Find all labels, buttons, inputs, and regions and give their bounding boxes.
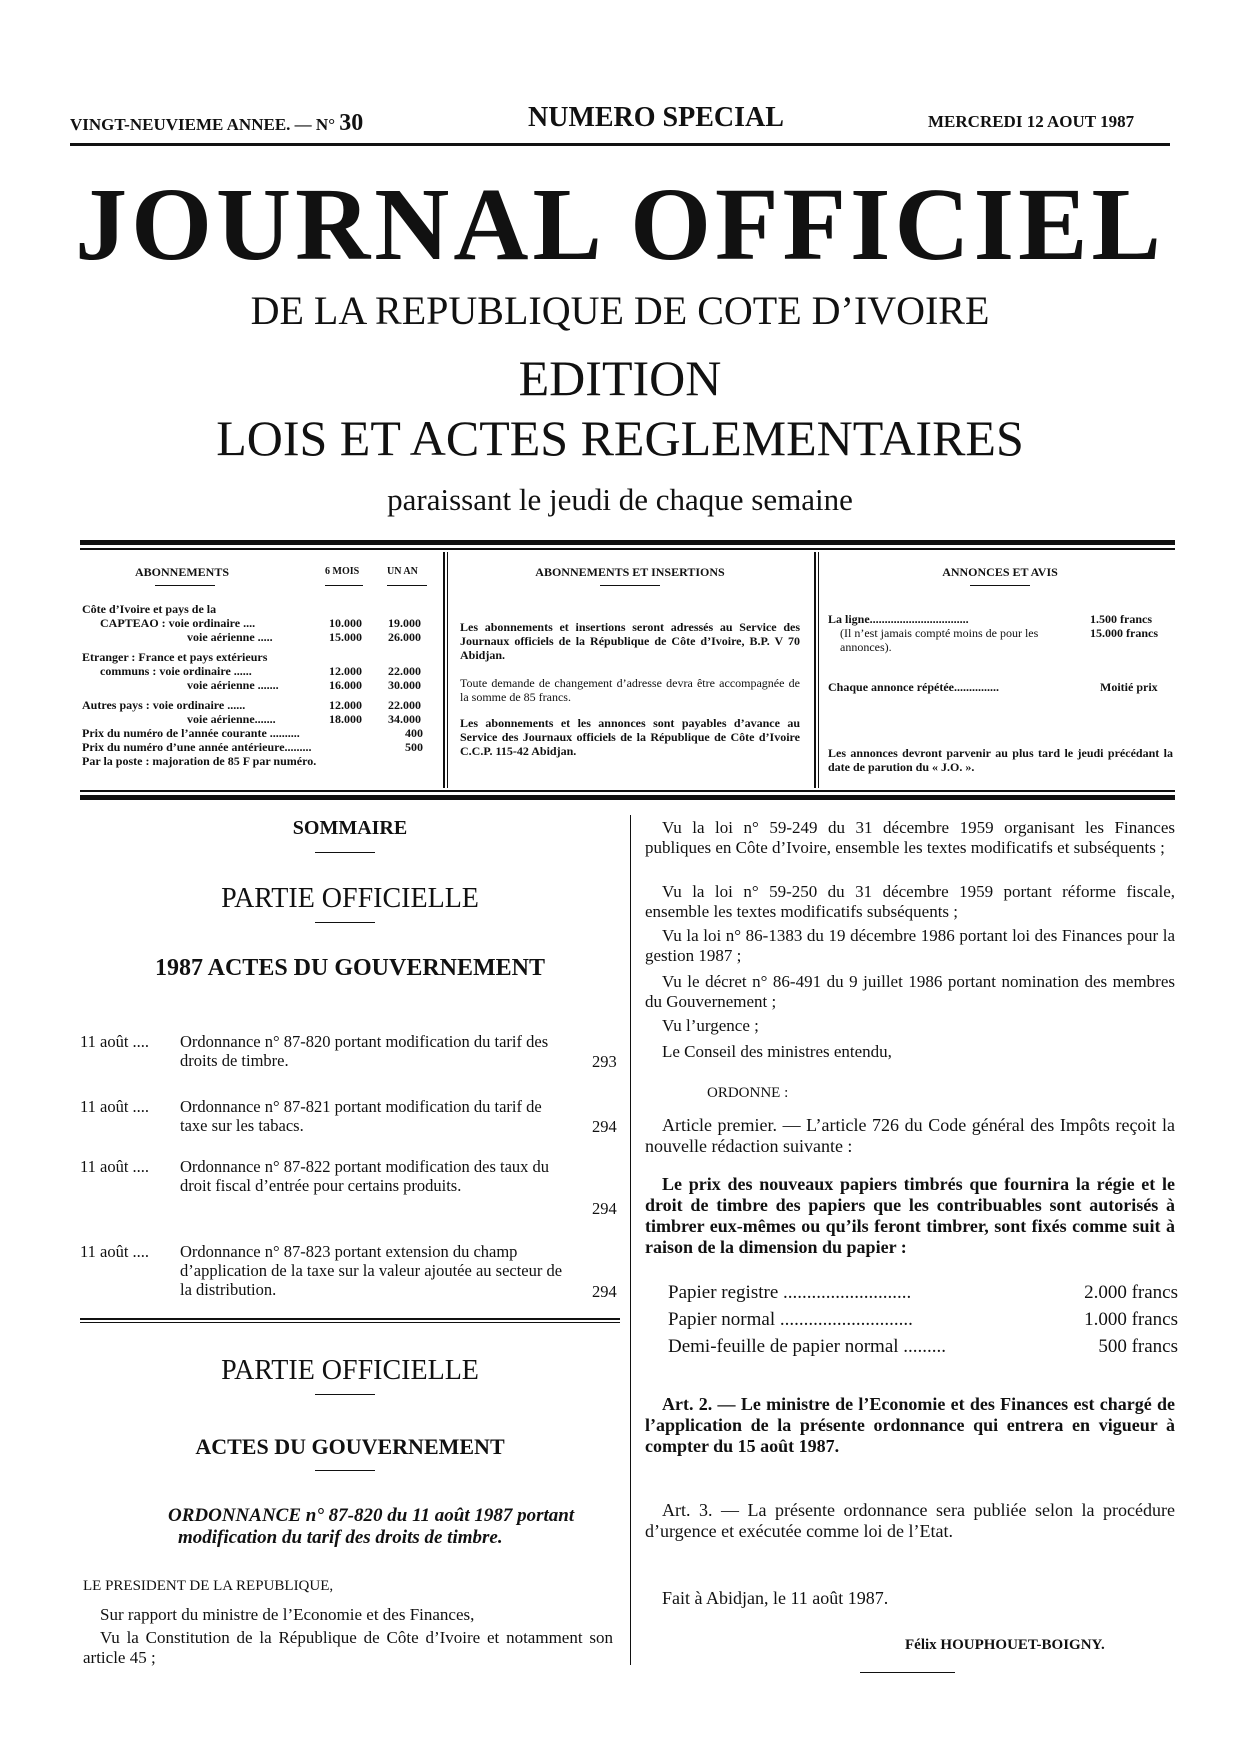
insertions-p2: Toute demande de changement d’adresse devra être accompagnée de la somme de 85 francs.: [460, 676, 800, 704]
autres-ord-6m: 12.000: [329, 698, 362, 712]
prix-courante-val: 400: [405, 726, 423, 740]
toc-text: Ordonnance n° 87-822 portant modification des taux du droit fiscal d’entrée pour certains produits.: [180, 1157, 550, 1195]
price-value: 1.000 francs: [1084, 1309, 1178, 1330]
constitution: Vu la Constitution de la République de Côte d’Ivoire et notamment son article 45 ;: [83, 1628, 613, 1667]
autres-ord-1y: 22.000: [388, 698, 421, 712]
capteao-air: voie aérienne .....: [187, 630, 273, 644]
autres-air-6m: 18.000: [329, 712, 362, 726]
conseil: Le Conseil des ministres entendu,: [662, 1042, 892, 1061]
signature-rule: [860, 1672, 955, 1673]
annonces-delai: Les annonces devront parvenir au plus tard le jeudi précédant la date de parution du « J.O. ».: [828, 746, 1173, 774]
autres-air-1y: 34.000: [388, 712, 421, 726]
fait-a: Fait à Abidjan, le 11 août 1987.: [662, 1588, 889, 1608]
communs-air-6m: 16.000: [329, 678, 362, 692]
vu-4: Vu le décret n° 86-491 du 9 juillet 1986 portant nomination des membres du Gouvernement ;: [645, 972, 1175, 1011]
etranger-label: Etranger : France et pays extérieurs: [82, 650, 268, 664]
price-label: Papier normal ............................: [668, 1309, 913, 1330]
communs-ord: communs : voie ordinaire ......: [100, 664, 252, 678]
insertions-underline: [600, 585, 660, 586]
insertions-p1: Les abonnements et insertions seront adressés au Service des Journaux officiels de la République de Côte d’Ivoire, B.P. V 70 Abidjan.: [460, 620, 800, 662]
subs-col-6m: 6 MOIS: [325, 566, 360, 577]
capteao-ord-1y: 19.000: [388, 616, 421, 630]
sommaire-title: SOMMAIRE: [292, 817, 408, 839]
annonces-header: ANNONCES ET AVIS: [942, 565, 1058, 579]
toc-text: Ordonnance n° 87-821 portant modification du tarif de taxe sur les tabacs.: [180, 1097, 542, 1135]
toc-page: 293: [592, 1052, 617, 1071]
edition-label: EDITION: [518, 350, 722, 406]
insertions-p3: Les abonnements et les annonces sont payables d’avance au Service des Journaux officiels de la République de Côte d’Ivoire C.C.P. 115-42 Abidjan.: [460, 716, 800, 758]
annonces-repetee-val: Moitié prix: [1100, 680, 1158, 694]
article-1-text: Le prix des nouveaux papiers timbrés que fournira la régie et le droit de timbre des papiers que les contribuables sont autorisés à timbrer eux-mêmes ou qu’ils feront timbrer, sont fixés comme suit à raison de la dimension du papier :: [645, 1174, 1175, 1257]
toc-page: 294: [592, 1117, 617, 1136]
body-partie: PARTIE OFFICIELLE: [221, 1355, 479, 1386]
edition-name: LOIS ET ACTES REGLEMENTAIRES: [216, 410, 1024, 466]
toc-date: 11 août ....: [80, 1097, 150, 1116]
capteao-ord-6m: 10.000: [329, 616, 362, 630]
body-partie-underline: [315, 1394, 375, 1395]
signature: Félix HOUPHOUET-BOIGNY.: [905, 1637, 1105, 1653]
rapport: Sur rapport du ministre de l’Economie et des Finances,: [100, 1605, 475, 1624]
poste-line: Par la poste : majoration de 85 F par numéro.: [82, 754, 317, 768]
insertions-header: ABONNEMENTS ET INSERTIONS: [535, 565, 725, 579]
special-label: NUMERO SPECIAL: [528, 102, 784, 133]
sommaire-end-rule: [80, 1318, 620, 1320]
subs-table: [82, 602, 437, 768]
year-label: VINGT-NEUVIEME ANNEE. — N°: [70, 115, 335, 134]
column-divider: [630, 815, 631, 1665]
box-divider-2b: [818, 552, 819, 788]
vu-1: Vu la loi n° 59-249 du 31 décembre 1959 organisant les Finances publiques en Côte d’Ivoire, ensemble les textes modificatifs et subséquents ;: [645, 818, 1175, 857]
price-value: 500 francs: [1098, 1336, 1178, 1357]
subs-underline: [155, 585, 215, 586]
communs-ord-6m: 12.000: [329, 664, 362, 678]
issue-number: 30: [339, 110, 364, 136]
toc-page: 294: [592, 1282, 617, 1301]
capteao-air-6m: 15.000: [329, 630, 362, 644]
communs-air: voie aérienne .......: [187, 678, 279, 692]
annonces-underline: [970, 585, 1030, 586]
sommaire-end-rule-2: [80, 1322, 620, 1323]
autres-air: voie aérienne.......: [187, 712, 276, 726]
toc-page: 294: [592, 1199, 617, 1218]
top-rule: [70, 143, 1170, 146]
sommaire-partie-underline: [315, 922, 375, 923]
toc-entry[interactable]: [80, 1032, 620, 1072]
body-section: ACTES DU GOUVERNEMENT: [195, 1434, 505, 1459]
communs-air-1y: 30.000: [388, 678, 421, 692]
subs-header: ABONNEMENTS: [135, 565, 230, 579]
toc-entry[interactable]: [80, 1097, 620, 1137]
annonces-ligne-val: 1.500 francs: [1090, 612, 1152, 626]
toc-entry[interactable]: [80, 1157, 620, 1217]
ordonnance-title: ORDONNANCE n° 87-820 du 11 août 1987 portant modification du tarif des droits de timbre.: [168, 1505, 575, 1548]
vu-2: Vu la loi n° 59-250 du 31 décembre 1959 portant réforme fiscale, ensemble les textes modificatifs subséquents ;: [645, 882, 1175, 921]
box-divider-2: [814, 552, 816, 788]
subs-underline-6m: [325, 585, 363, 586]
body-section-underline: [315, 1470, 375, 1471]
article-3: Art. 3. — La présente ordonnance sera publiée selon la procédure d’urgence et exécutée comme loi de l’Etat.: [645, 1500, 1175, 1541]
president-label: LE PRESIDENT DE LA REPUBLIQUE,: [83, 1578, 334, 1594]
annonces-min-val: 15.000 francs: [1090, 626, 1158, 640]
communs-ord-1y: 22.000: [388, 664, 421, 678]
issue-line: [70, 110, 363, 137]
article-2: Art. 2. — Le ministre de l’Economie et des Finances est chargé de l’application de la présente ordonnance qui entrera en vigueur à compter du 15 août 1987.: [645, 1394, 1175, 1456]
subs-col-1y: UN AN: [387, 566, 418, 577]
journal-subtitle: DE LA REPUBLIQUE DE COTE D’IVOIRE: [250, 288, 990, 333]
price-value: 2.000 francs: [1084, 1282, 1178, 1303]
price-label: Demi-feuille de papier normal .........: [668, 1336, 947, 1357]
toc-text: Ordonnance n° 87-820 portant modification du tarif des droits de timbre.: [180, 1032, 549, 1070]
prix-courante: Prix du numéro de l’année courante ..........: [82, 726, 300, 740]
toc-date: 11 août ....: [80, 1032, 150, 1051]
issue-date: MERCREDI 12 AOUT 1987: [928, 112, 1135, 131]
box-divider-1b: [447, 552, 448, 788]
box-top-rule-thin: [80, 548, 1175, 550]
frequency-line: paraissant le jeudi de chaque semaine: [387, 482, 853, 517]
annonces-ligne: La ligne.................................: [828, 612, 969, 626]
box-top-rule: [80, 540, 1175, 545]
subs-underline-1y: [387, 585, 427, 586]
capteao-air-1y: 26.000: [388, 630, 421, 644]
article-1: Article premier. — L’article 726 du Code général des Impôts reçoit la nouvelle rédaction suivante :: [645, 1115, 1175, 1156]
prix-anterieure-val: 500: [405, 740, 423, 754]
box-bottom-rule-thick: [80, 795, 1175, 800]
toc-text: Ordonnance n° 87-823 portant extension du champ d’application de la taxe sur la valeur ajoutée au secteur de la distribution.: [180, 1242, 563, 1299]
journal-title: JOURNAL OFFICIEL: [75, 167, 1165, 282]
sommaire-underline: [315, 852, 375, 853]
prix-anterieure: Prix du numéro d’une année antérieure.........: [82, 740, 312, 754]
sommaire-partie: PARTIE OFFICIELLE: [221, 883, 479, 914]
box-divider-1: [443, 552, 445, 788]
vu-3: Vu la loi n° 86-1383 du 19 décembre 1986 portant loi des Finances pour la gestion 1987 ;: [645, 926, 1175, 965]
annonces-min: (Il n’est jamais compté moins de pour les annonces).: [840, 626, 1039, 654]
toc-date: 11 août ....: [80, 1157, 150, 1176]
sommaire-section: 1987 ACTES DU GOUVERNEMENT: [154, 955, 546, 981]
toc-date: 11 août ....: [80, 1242, 150, 1261]
capteao-ord: CAPTEAO : voie ordinaire ....: [100, 616, 256, 630]
box-bottom-rule: [80, 790, 1175, 792]
cote-label: Côte d’Ivoire et pays de la: [82, 602, 217, 616]
vu-5: Vu l’urgence ;: [662, 1016, 759, 1035]
annonces-repetee: Chaque annonce répétée...............: [828, 680, 999, 694]
autres-ord: Autres pays : voie ordinaire ......: [82, 698, 246, 712]
toc-entry[interactable]: [80, 1242, 620, 1302]
ordonne: ORDONNE :: [707, 1085, 789, 1101]
price-label: Papier registre ...........................: [668, 1282, 912, 1303]
